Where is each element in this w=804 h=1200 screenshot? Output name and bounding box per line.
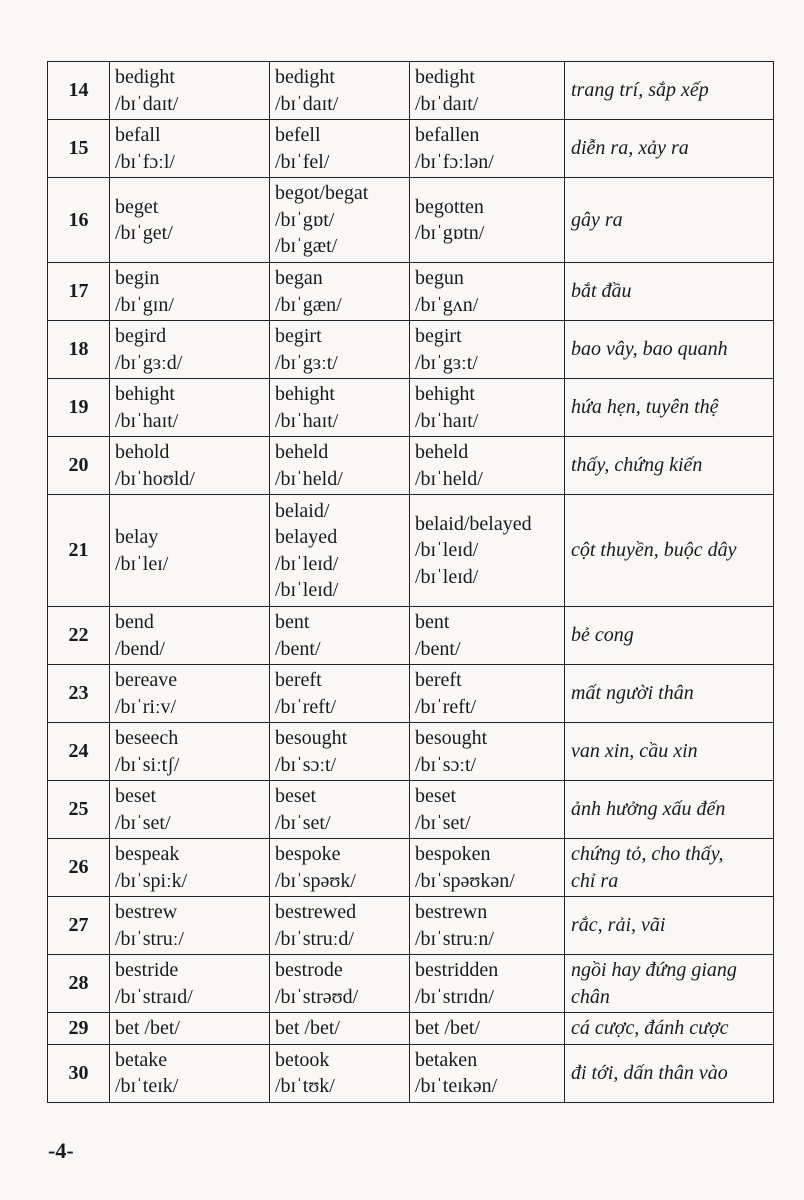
past-participle-line: beheld: [415, 441, 469, 463]
row-number: 20: [48, 437, 110, 495]
base-form-line: begin: [115, 267, 160, 289]
past-participle-line: /bent/: [415, 637, 461, 660]
base-form-line: bespeak: [115, 843, 180, 865]
past-simple-line: belaid/: [275, 499, 330, 522]
base-form-line: /bɪˈspiːk/: [115, 869, 188, 892]
past-participle-line: bestrewn: [415, 901, 488, 923]
past-participle-line: /bɪˈteɪkən/: [415, 1075, 498, 1097]
past-participle-line: besought: [415, 727, 488, 749]
base-form-line: /bɪˈteɪk/: [115, 1075, 179, 1097]
meaning-cell: [565, 955, 774, 1013]
past-participle-cell: [410, 955, 565, 1013]
past-participle-line: belaid/belayed: [415, 512, 532, 535]
base-form-cell: [110, 665, 270, 723]
meaning-line: đi tới, dấn thân vào: [571, 1061, 728, 1084]
meaning-line: van xin, cầu xin: [571, 740, 698, 763]
past-simple-line: /bɪˈleɪd/: [275, 552, 339, 575]
row-number: 27: [48, 897, 110, 955]
meaning-line: rắc, rải, vãi: [571, 914, 666, 937]
meaning-line: gây ra: [571, 208, 623, 231]
verb-row: [48, 839, 774, 897]
verb-row: [48, 781, 774, 839]
meaning-line: chân: [571, 985, 610, 1008]
meaning-line: cá cược, đánh cược: [571, 1017, 729, 1039]
base-form-line: bestride: [115, 959, 179, 981]
past-simple-cell: [270, 955, 410, 1013]
past-participle-cell: [410, 120, 565, 178]
past-simple-line: /bent/: [275, 637, 321, 660]
past-participle-line: begun: [415, 267, 464, 289]
past-simple-cell: [270, 120, 410, 178]
verb-row: [48, 1013, 774, 1045]
past-participle-cell: [410, 1044, 565, 1102]
past-simple-line: bereft: [275, 669, 322, 691]
past-simple-line: bestrode: [275, 959, 343, 981]
base-form-cell: [110, 495, 270, 607]
base-form-line: /bɪˈstraɪd/: [115, 985, 193, 1008]
meaning-cell: [565, 607, 774, 665]
verb-row: [48, 379, 774, 437]
past-participle-line: /bɪˈdaɪt/: [415, 92, 479, 115]
verb-row: [48, 437, 774, 495]
past-participle-line: bestridden: [415, 959, 499, 981]
base-form-line: befall: [115, 124, 161, 146]
past-simple-cell: [270, 62, 410, 120]
base-form-cell: [110, 120, 270, 178]
row-number: 29: [48, 1013, 110, 1045]
row-number: 24: [48, 723, 110, 781]
meaning-line: bao vây, bao quanh: [571, 338, 728, 361]
past-participle-line: /bɪˈreft/: [415, 695, 477, 718]
base-form-cell: [110, 607, 270, 665]
meaning-line: hứa hẹn, tuyên thệ: [571, 396, 719, 419]
meaning-cell: [565, 178, 774, 263]
past-simple-line: begirt: [275, 325, 322, 347]
base-form-cell: [110, 955, 270, 1013]
base-form-line: /bɪˈsiːtʃ/: [115, 753, 180, 776]
base-form-line: bestrew: [115, 901, 178, 923]
meaning-cell: [565, 495, 774, 607]
verb-row: [48, 263, 774, 321]
meaning-cell: [565, 1013, 774, 1045]
base-form-line: betake: [115, 1048, 168, 1071]
past-simple-line: begot/begat: [275, 182, 369, 205]
meaning-cell: [565, 897, 774, 955]
verb-row: [48, 955, 774, 1013]
meaning-line: thấy, chứng kiến: [571, 454, 703, 477]
base-form-line: /bɪˈhaɪt/: [115, 409, 179, 432]
base-form-line: bet /bet/: [115, 1017, 180, 1039]
past-simple-line: /bɪˈtʊk/: [275, 1075, 335, 1097]
past-simple-cell: [270, 495, 410, 607]
base-form-line: /bɪˈdaɪt/: [115, 92, 179, 115]
past-participle-line: begotten: [415, 195, 484, 218]
base-form-line: bereave: [115, 669, 178, 691]
past-simple-line: /bɪˈdaɪt/: [275, 92, 339, 115]
past-simple-line: beheld: [275, 441, 329, 463]
base-form-line: /bɪˈfɔːl/: [115, 150, 175, 173]
base-form-cell: [110, 379, 270, 437]
meaning-line: ngồi hay đứng giang: [571, 959, 737, 981]
past-participle-line: /bɪˈstrɪdn/: [415, 985, 494, 1008]
base-form-cell: [110, 1044, 270, 1102]
past-simple-line: /bɪˈstruːd/: [275, 927, 354, 950]
past-participle-cell: [410, 178, 565, 263]
past-simple-line: bet /bet/: [275, 1017, 340, 1039]
verb-row: [48, 178, 774, 263]
past-simple-line: /bɪˈfel/: [275, 150, 330, 173]
base-form-line: /bɪˈget/: [115, 222, 173, 244]
past-simple-line: beset: [275, 785, 317, 807]
past-simple-line: /bɪˈreft/: [275, 695, 337, 718]
base-form-cell: [110, 263, 270, 321]
meaning-line: chỉ ra: [571, 869, 619, 892]
base-form-line: beget: [115, 195, 159, 218]
past-participle-line: /bɪˈgɒtn/: [415, 222, 485, 244]
base-form-line: begird: [115, 325, 167, 347]
meaning-cell: [565, 62, 774, 120]
past-participle-cell: [410, 1013, 565, 1045]
row-number: 30: [48, 1044, 110, 1102]
past-participle-line: bereft: [415, 669, 462, 691]
past-participle-line: /bɪˈstruːn/: [415, 927, 494, 950]
past-simple-line: belayed: [275, 526, 338, 548]
past-simple-line: /bɪˈstrəʊd/: [275, 985, 359, 1008]
row-number: 15: [48, 120, 110, 178]
base-form-cell: [110, 321, 270, 379]
past-participle-cell: [410, 495, 565, 607]
past-simple-cell: [270, 1013, 410, 1045]
irregular-verb-table: [47, 61, 774, 1103]
meaning-cell: [565, 781, 774, 839]
meaning-cell: [565, 321, 774, 379]
meaning-line: trang trí, sắp xếp: [571, 79, 709, 102]
row-number: 16: [48, 178, 110, 263]
verb-row: [48, 897, 774, 955]
past-simple-line: /bɪˈgæt/: [275, 235, 338, 258]
meaning-line: chứng tỏ, cho thấy,: [571, 843, 724, 865]
base-form-line: /bɪˈriːv/: [115, 695, 177, 718]
past-simple-line: behight: [275, 383, 335, 405]
row-number: 17: [48, 263, 110, 321]
past-simple-cell: [270, 607, 410, 665]
verb-row: [48, 120, 774, 178]
past-simple-line: /bɪˈgɒt/: [275, 208, 335, 231]
base-form-cell: [110, 781, 270, 839]
past-simple-cell: [270, 437, 410, 495]
meaning-line: bẻ cong: [571, 624, 634, 647]
past-simple-line: bent: [275, 611, 310, 633]
past-participle-line: befallen: [415, 124, 480, 146]
row-number: 23: [48, 665, 110, 723]
past-participle-cell: [410, 437, 565, 495]
past-participle-cell: [410, 62, 565, 120]
past-participle-line: /bɪˈsɔːt/: [415, 753, 477, 776]
meaning-line: mất người thân: [571, 682, 694, 705]
base-form-line: /bɪˈstruː/: [115, 927, 184, 950]
verb-table-body: [48, 62, 774, 1103]
past-participle-line: bespoken: [415, 843, 491, 865]
meaning-cell: [565, 379, 774, 437]
past-simple-cell: [270, 781, 410, 839]
base-form-line: /bɪˈleɪ/: [115, 552, 169, 575]
past-participle-line: betaken: [415, 1048, 478, 1071]
row-number: 25: [48, 781, 110, 839]
base-form-line: beset: [115, 785, 157, 807]
row-number: 19: [48, 379, 110, 437]
page-number: -4-: [48, 1138, 74, 1163]
past-participle-line: /bɪˈleɪd/: [415, 539, 479, 562]
row-number: 26: [48, 839, 110, 897]
verb-row: [48, 62, 774, 120]
past-simple-line: betook: [275, 1048, 330, 1071]
past-participle-cell: [410, 781, 565, 839]
past-simple-cell: [270, 839, 410, 897]
past-participle-cell: [410, 607, 565, 665]
meaning-line: diễn ra, xảy ra: [571, 137, 689, 160]
past-participle-cell: [410, 379, 565, 437]
past-participle-cell: [410, 665, 565, 723]
base-form-line: /bɪˈhoʊld/: [115, 467, 195, 490]
meaning-line: cột thuyền, buộc dây: [571, 539, 737, 562]
past-simple-line: besought: [275, 727, 348, 749]
past-participle-cell: [410, 263, 565, 321]
meaning-cell: [565, 263, 774, 321]
base-form-line: /bend/: [115, 637, 165, 660]
base-form-line: behight: [115, 383, 175, 405]
row-number: 22: [48, 607, 110, 665]
base-form-cell: [110, 437, 270, 495]
past-participle-line: bent: [415, 611, 450, 633]
past-simple-line: /bɪˈgæn/: [275, 293, 342, 316]
base-form-cell: [110, 178, 270, 263]
past-simple-line: bestrewed: [275, 901, 357, 923]
past-participle-line: /bɪˈleɪd/: [415, 565, 479, 588]
meaning-line: ảnh hưởng xấu đến: [571, 798, 726, 821]
row-number: 28: [48, 955, 110, 1013]
row-number: 21: [48, 495, 110, 607]
base-form-line: bedight: [115, 66, 175, 88]
past-participle-cell: [410, 839, 565, 897]
verb-row: [48, 665, 774, 723]
past-simple-cell: [270, 263, 410, 321]
past-participle-line: beset: [415, 785, 457, 807]
past-participle-line: /bɪˈfɔːlən/: [415, 150, 494, 173]
past-participle-line: /bɪˈgʌn/: [415, 293, 479, 316]
row-number: 14: [48, 62, 110, 120]
base-form-line: behold: [115, 441, 170, 463]
verb-row: [48, 723, 774, 781]
meaning-cell: [565, 120, 774, 178]
past-participle-line: behight: [415, 383, 475, 405]
past-simple-line: befell: [275, 124, 321, 146]
meaning-line: bắt đầu: [571, 280, 632, 303]
past-simple-line: /bɪˈspəʊk/: [275, 869, 356, 892]
base-form-line: beseech: [115, 727, 179, 749]
past-participle-line: /bɪˈset/: [415, 811, 471, 834]
meaning-cell: [565, 839, 774, 897]
verb-row: [48, 495, 774, 607]
past-simple-line: /bɪˈheld/: [275, 467, 343, 490]
past-simple-line: /bɪˈleɪd/: [275, 579, 339, 601]
base-form-line: bend: [115, 611, 154, 633]
past-participle-line: begirt: [415, 325, 462, 347]
past-participle-cell: [410, 723, 565, 781]
past-participle-line: /bɪˈheld/: [415, 467, 483, 490]
meaning-cell: [565, 1044, 774, 1102]
base-form-cell: [110, 62, 270, 120]
base-form-line: belay: [115, 526, 159, 548]
past-participle-line: /bɪˈhaɪt/: [415, 409, 479, 432]
base-form-cell: [110, 723, 270, 781]
past-simple-cell: [270, 665, 410, 723]
past-simple-line: bedight: [275, 66, 335, 88]
past-participle-line: bet /bet/: [415, 1017, 480, 1039]
past-participle-line: bedight: [415, 66, 475, 88]
past-simple-line: /bɪˈgɜːt/: [275, 351, 338, 374]
meaning-cell: [565, 665, 774, 723]
past-simple-cell: [270, 723, 410, 781]
past-simple-line: began: [275, 267, 323, 289]
past-participle-line: /bɪˈgɜːt/: [415, 351, 478, 374]
meaning-cell: [565, 723, 774, 781]
past-participle-line: /bɪˈspəʊkən/: [415, 869, 515, 892]
meaning-cell: [565, 437, 774, 495]
past-simple-cell: [270, 321, 410, 379]
past-simple-cell: [270, 379, 410, 437]
past-participle-cell: [410, 321, 565, 379]
verb-row: [48, 321, 774, 379]
verb-row: [48, 607, 774, 665]
base-form-line: /bɪˈset/: [115, 811, 171, 834]
base-form-line: /bɪˈgɪn/: [115, 293, 174, 316]
past-simple-line: /bɪˈset/: [275, 811, 331, 834]
past-simple-cell: [270, 897, 410, 955]
verb-row: [48, 1044, 774, 1102]
past-simple-line: bespoke: [275, 843, 341, 865]
past-simple-line: /bɪˈsɔːt/: [275, 753, 337, 776]
row-number: 18: [48, 321, 110, 379]
past-simple-cell: [270, 1044, 410, 1102]
base-form-cell: [110, 839, 270, 897]
past-simple-line: /bɪˈhaɪt/: [275, 409, 339, 432]
base-form-cell: [110, 897, 270, 955]
past-simple-cell: [270, 178, 410, 263]
base-form-line: /bɪˈgɜːd/: [115, 351, 183, 374]
past-participle-cell: [410, 897, 565, 955]
base-form-cell: [110, 1013, 270, 1045]
